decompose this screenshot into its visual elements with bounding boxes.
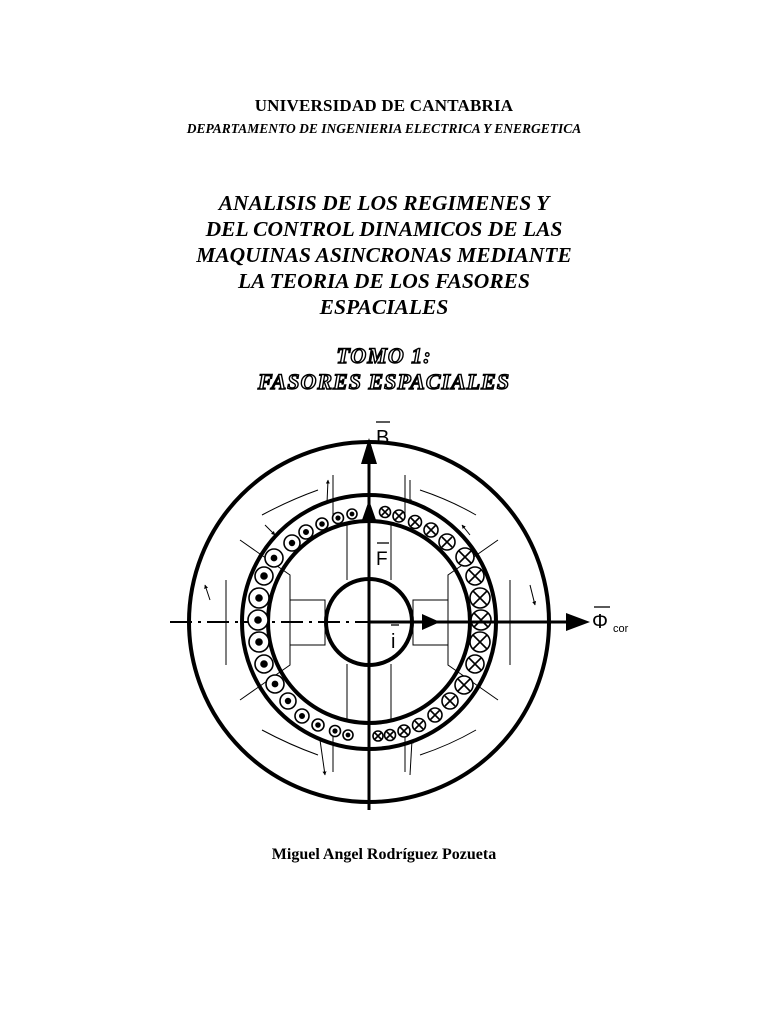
svg-text:Φ: Φ	[592, 611, 608, 633]
label-phi	[592, 607, 629, 635]
volume-number: TOMO 1:	[336, 343, 432, 368]
svg-text:i: i	[391, 631, 396, 653]
label-f	[376, 543, 389, 570]
volume-heading	[0, 343, 768, 395]
vector-f-arrow	[362, 500, 376, 622]
title-line-3: MAQUINAS ASINCRONAS MEDIANTE	[196, 243, 572, 267]
document-title	[0, 190, 768, 320]
volume-subtitle: FASORES ESPACIALES	[257, 369, 511, 394]
title-line-4: LA TEORIA DE LOS FASORES	[238, 269, 530, 293]
department-name: DEPARTAMENTO DE INGENIERIA ELECTRICA Y ENERGETICA	[186, 121, 582, 136]
svg-text:cor: cor	[613, 623, 629, 635]
machine-cross-section-diagram	[150, 415, 650, 815]
title-line-2: DEL CONTROL DINAMICOS DE LAS	[205, 217, 563, 241]
label-b	[376, 422, 390, 449]
title-line-1: ANALISIS DE LOS REGIMENES Y	[218, 191, 550, 215]
author-name: Miguel Angel Rodríguez Pozueta	[271, 846, 497, 863]
vector-i-arrow	[369, 614, 440, 630]
title-line-5: ESPACIALES	[319, 295, 449, 319]
label-i	[391, 625, 399, 653]
svg-text:B: B	[376, 427, 390, 449]
svg-text:F: F	[376, 549, 388, 570]
university-name: UNIVERSIDAD DE CANTABRIA	[254, 96, 514, 115]
